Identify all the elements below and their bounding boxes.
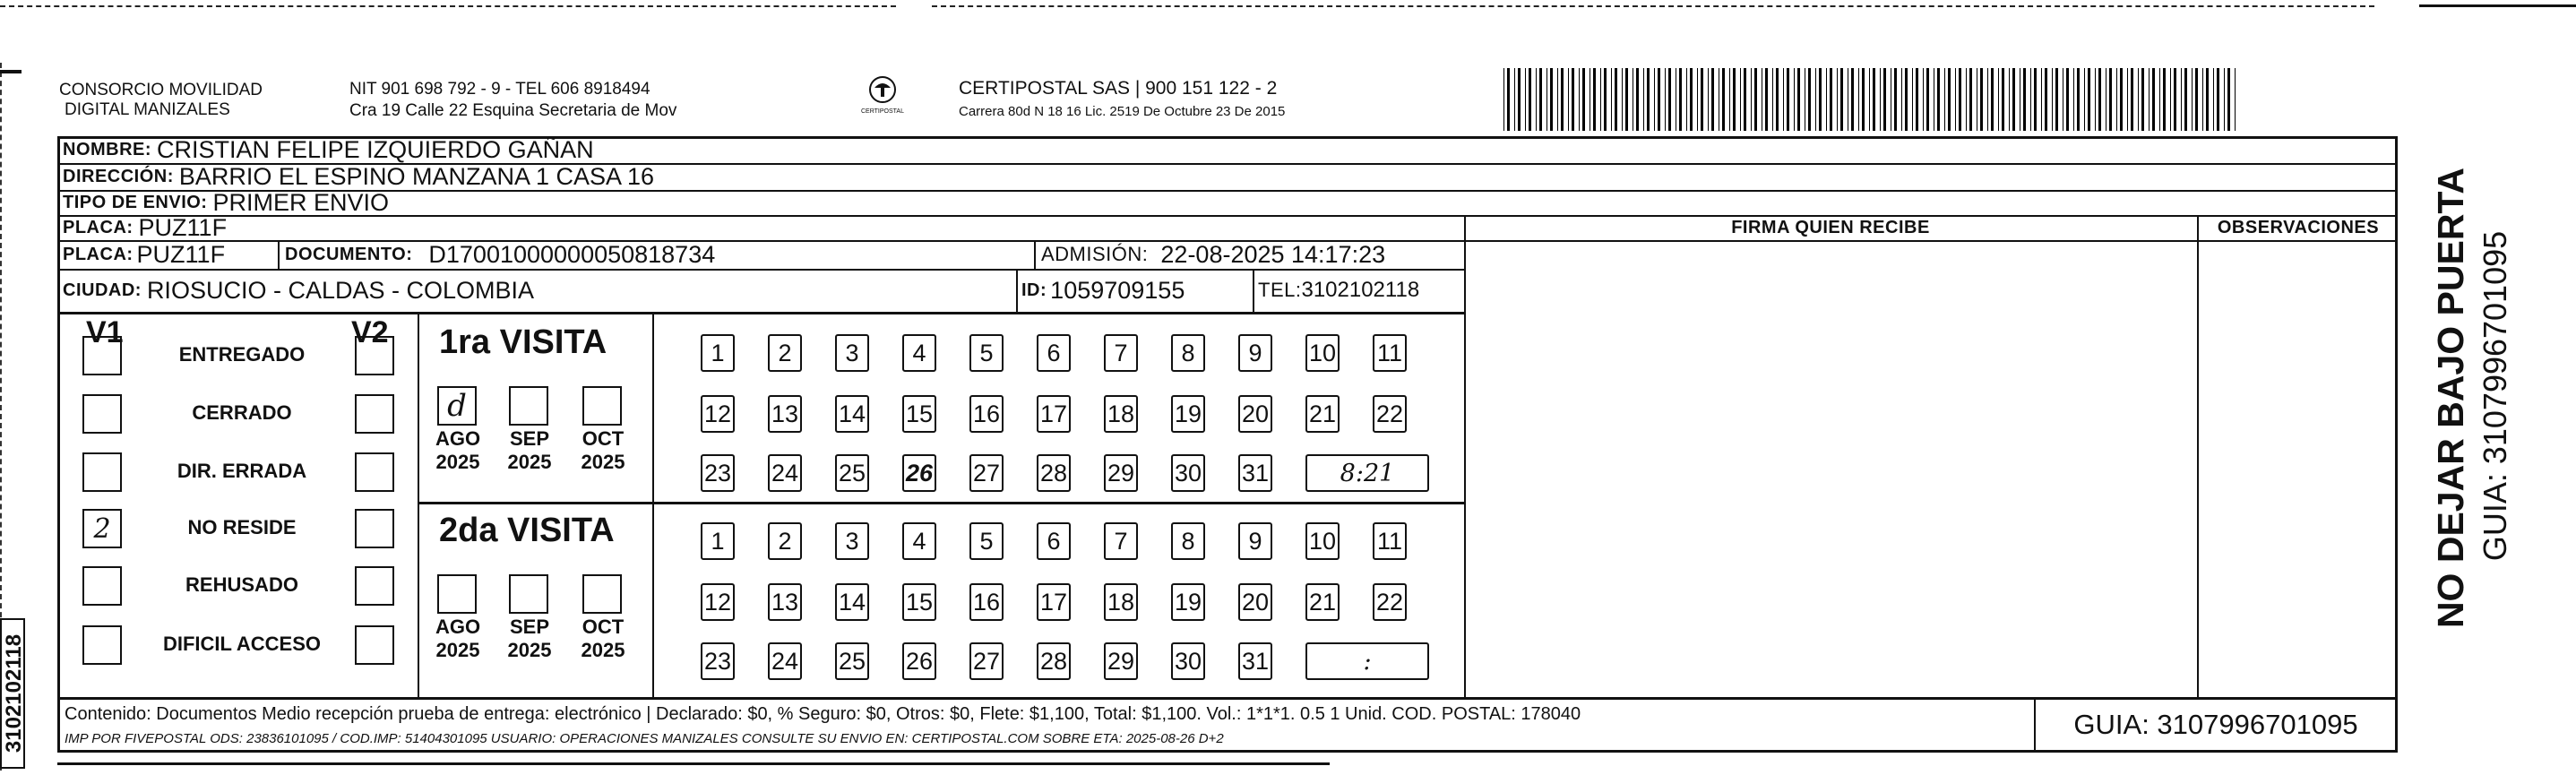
day-box[interactable]: 17	[1037, 395, 1071, 433]
cut-line-dash	[0, 5, 896, 7]
day-box[interactable]: 26	[902, 642, 936, 680]
col-divider	[278, 240, 280, 269]
placa-row	[63, 215, 1460, 240]
status-option-label: DIR. ERRADA	[177, 460, 307, 482]
guia-box: GUIA: 3107996701095	[2073, 709, 2358, 740]
day-box[interactable]: 27	[969, 454, 1004, 492]
placa-value: PUZ11F	[136, 240, 226, 268]
v1-checkbox[interactable]	[82, 394, 122, 434]
v1-label: V1	[86, 315, 124, 349]
placa-label: PLACA:	[63, 217, 134, 237]
day-box[interactable]: 5	[969, 334, 1004, 372]
no-dejar-bajo-puerta: NO DEJAR BAJO PUERTA	[2430, 167, 2471, 629]
admision-label: ADMISIÓN:	[1041, 243, 1149, 265]
v1-check-mark: 2	[93, 512, 111, 545]
v2-checkbox[interactable]	[355, 452, 394, 492]
nombre-row	[63, 136, 2303, 163]
v2-checkbox[interactable]	[355, 509, 394, 548]
day-box[interactable]: 10	[1305, 522, 1340, 560]
tipo-row	[63, 190, 1407, 215]
day-box[interactable]: 13	[768, 395, 802, 433]
day-box[interactable]: 21	[1305, 395, 1340, 433]
month-checkbox[interactable]	[582, 386, 622, 426]
firma-header-label: FIRMA QUIEN RECIBE	[1731, 217, 1930, 237]
visit-title: 1ra VISITA	[439, 323, 607, 361]
ciudad-label: CIUDAD:	[63, 280, 142, 300]
right-vertical-block	[2419, 154, 2513, 656]
bottom-cut-line	[57, 762, 1330, 765]
day-box[interactable]: 27	[969, 642, 1004, 680]
col-divider	[1034, 240, 1036, 269]
tel-cell	[1258, 269, 1462, 312]
ciudad-value: RIOSUCIO - CALDAS - COLOMBIA	[146, 276, 535, 304]
documento-cell	[285, 240, 1029, 269]
documento-value: D17001000000050818734	[428, 240, 716, 268]
company-info	[349, 79, 676, 122]
day-box[interactable]: 6	[1037, 334, 1071, 372]
day-box[interactable]: 21	[1305, 583, 1340, 621]
company-line-2: DIGITAL MANIZALES	[65, 100, 230, 119]
status-option-label: ENTREGADO	[178, 343, 306, 366]
month-label: SEP	[509, 427, 550, 450]
id-cell	[1021, 269, 1249, 312]
day-box[interactable]: 23	[701, 642, 735, 680]
visit-time-box[interactable]: 8:21	[1305, 454, 1429, 492]
id-label: ID:	[1021, 280, 1047, 300]
observations-area[interactable]	[2201, 242, 2396, 695]
placa-cell	[63, 240, 274, 269]
tel-label: TEL:	[1258, 279, 1302, 301]
month-label: AGO	[435, 616, 481, 638]
day-box[interactable]: 14	[835, 583, 869, 621]
month-year-label: 2025	[581, 639, 625, 661]
day-box[interactable]: 3	[835, 334, 869, 372]
month-checkbox[interactable]	[582, 574, 622, 614]
day-box[interactable]: 10	[1305, 334, 1340, 372]
cut-line-solid	[2419, 4, 2576, 7]
v2-checkbox[interactable]	[355, 625, 394, 665]
barcode	[1503, 68, 2245, 131]
day-box[interactable]: 16	[969, 583, 1004, 621]
day-box[interactable]: 1	[701, 334, 735, 372]
day-box[interactable]: 2	[768, 334, 802, 372]
left-vertical-phone: 3102102118	[0, 618, 25, 769]
day-box[interactable]: 31	[1238, 642, 1272, 680]
firma-header	[1464, 215, 2197, 240]
day-box[interactable]: 9	[1238, 522, 1272, 560]
day-box[interactable]: 4	[902, 334, 936, 372]
observaciones-header	[2199, 215, 2398, 240]
month-year-label: 2025	[435, 451, 480, 473]
day-box[interactable]: 7	[1104, 522, 1138, 560]
col-divider	[2197, 215, 2199, 697]
nombre-label: NOMBRE:	[63, 139, 152, 159]
day-box[interactable]: 23	[701, 454, 735, 492]
day-box[interactable]: 4	[902, 522, 936, 560]
id-value: 1059709155	[1050, 276, 1185, 304]
col-divider	[1016, 269, 1018, 312]
month-label: AGO	[435, 427, 481, 450]
placa-label: PLACA:	[63, 244, 134, 264]
observaciones-header-label: OBSERVACIONES	[2217, 217, 2380, 237]
day-box[interactable]: 15	[902, 395, 936, 433]
company-name	[59, 81, 263, 120]
direccion-value: BARRIO EL ESPINO MANZANA 1 CASA 16	[178, 163, 655, 190]
month-checkbox[interactable]	[509, 574, 548, 614]
month-checkbox[interactable]	[437, 386, 477, 426]
signature-area[interactable]	[1466, 242, 2195, 695]
day-box[interactable]: 13	[768, 583, 802, 621]
address-line: Cra 19 Calle 22 Esquina Secretaria de Mov	[349, 101, 677, 120]
month-label: OCT	[582, 616, 625, 638]
day-box[interactable]: 26	[902, 454, 936, 492]
day-box[interactable]: 25	[835, 454, 869, 492]
day-box[interactable]: 28	[1037, 454, 1071, 492]
v2-checkbox[interactable]	[355, 566, 394, 606]
documento-label: DOCUMENTO:	[285, 244, 413, 264]
v2-label: V2	[351, 315, 389, 349]
v2-checkbox[interactable]	[355, 336, 394, 375]
month-year-label: 2025	[507, 451, 552, 473]
day-box[interactable]: 29	[1104, 642, 1138, 680]
col-divider	[418, 314, 419, 697]
day-box[interactable]: 8	[1171, 334, 1205, 372]
visit-time-box[interactable]: :	[1305, 642, 1429, 680]
day-box[interactable]: 18	[1104, 583, 1138, 621]
day-box[interactable]: 30	[1171, 642, 1205, 680]
v1-checkbox[interactable]	[82, 509, 122, 548]
day-box[interactable]: 8	[1171, 522, 1205, 560]
month-label: OCT	[582, 427, 625, 450]
month-checkbox[interactable]	[437, 574, 477, 614]
day-box[interactable]: 20	[1238, 395, 1272, 433]
month-year-label: 2025	[435, 639, 480, 661]
carrier-line-2: Carrera 80d N 18 16 Lic. 2519 De Octubre 23 De 2015	[959, 104, 1286, 119]
day-box[interactable]: 15	[902, 583, 936, 621]
month-year-label: 2025	[507, 639, 552, 661]
day-box[interactable]: 11	[1373, 334, 1407, 372]
day-box[interactable]: 9	[1238, 334, 1272, 372]
day-box[interactable]: 5	[969, 522, 1004, 560]
day-box[interactable]: 29	[1104, 454, 1138, 492]
day-box[interactable]: 24	[768, 642, 802, 680]
col-divider	[652, 314, 654, 697]
month-label: SEP	[509, 616, 550, 638]
admision-cell	[1041, 240, 1462, 269]
nit-line: NIT 901 698 792 - 9 - TEL 606 8918494	[349, 80, 650, 99]
cut-line-dash	[932, 5, 2374, 7]
barcode-icon	[1503, 68, 2245, 131]
day-box[interactable]: 20	[1238, 583, 1272, 621]
day-box[interactable]: 19	[1171, 583, 1205, 621]
day-box[interactable]: 19	[1171, 395, 1205, 433]
direccion-row	[63, 163, 2303, 190]
v1-checkbox[interactable]	[82, 625, 122, 665]
placa-value: PUZ11F	[138, 215, 228, 240]
logo-text: CERTIPOSTAL	[861, 108, 904, 115]
contenido-line: Contenido: Documentos Medio recepción prueba de entrega: electrónico | Declarado: $0, % Seguro: $0, Otros: $0, Flete: $1,100, Total: $1,100. Vol.: 1*1*1. 0.5 1 Unid. COD. POSTAL: 178040	[65, 704, 1581, 724]
month-checkbox[interactable]	[509, 386, 548, 426]
carrier-line-1: CERTIPOSTAL SAS | 900 151 122 - 2	[959, 78, 1278, 99]
day-box[interactable]: 3	[835, 522, 869, 560]
visit-title: 2da VISITA	[439, 512, 615, 549]
day-box[interactable]: 31	[1238, 454, 1272, 492]
tipo-value: PRIMER ENVIO	[212, 190, 389, 215]
v1-checkbox[interactable]	[82, 336, 122, 375]
status-option-label: DIFICIL ACCESO	[162, 633, 321, 655]
visit-divider	[418, 502, 1464, 504]
tel-value: 3102102118	[1301, 278, 1420, 302]
status-option-label: NO RESIDE	[187, 516, 297, 538]
day-box[interactable]: 11	[1373, 522, 1407, 560]
certipostal-logo	[851, 73, 914, 115]
day-box[interactable]: 12	[701, 395, 735, 433]
status-option-label: REHUSADO	[185, 573, 298, 596]
month-year-label: 2025	[581, 451, 625, 473]
left-tick	[0, 70, 22, 73]
imp-line: IMP POR FIVEPOSTAL ODS: 23836101095 / COD.IMP: 51404301095 USUARIO: OPERACIONES MANIZALES CONSULTE SU ENVIO EN: CERTIPOSTAL.COM SOBRE ETA: 2025-08-26 D+2	[65, 731, 1224, 746]
col-divider	[1253, 269, 1254, 312]
day-box[interactable]: 14	[835, 395, 869, 433]
day-box[interactable]: 22	[1373, 395, 1407, 433]
v2-checkbox[interactable]	[355, 394, 394, 434]
day-box[interactable]: 1	[701, 522, 735, 560]
day-box[interactable]: 30	[1171, 454, 1205, 492]
day-box[interactable]: 16	[969, 395, 1004, 433]
status-option-label: CERRADO	[192, 401, 292, 424]
day-box[interactable]: 18	[1104, 395, 1138, 433]
v1-checkbox[interactable]	[82, 566, 122, 606]
day-box[interactable]: 22	[1373, 583, 1407, 621]
day-box[interactable]: 2	[768, 522, 802, 560]
day-box[interactable]: 28	[1037, 642, 1071, 680]
day-box[interactable]: 6	[1037, 522, 1071, 560]
day-box[interactable]: 7	[1104, 334, 1138, 372]
day-box[interactable]: 17	[1037, 583, 1071, 621]
tipo-label: TIPO DE ENVIO:	[63, 192, 208, 212]
row-divider	[57, 312, 1464, 314]
ciudad-cell	[63, 269, 1012, 312]
nombre-value: CRISTIAN FELIPE IZQUIERDO GAÑAN	[157, 136, 594, 163]
right-guia-number: GUIA: 3107996701095	[2477, 230, 2513, 562]
admision-value: 22-08-2025 14:17:23	[1160, 240, 1386, 268]
month-check-mark: d	[447, 388, 467, 424]
day-box[interactable]: 24	[768, 454, 802, 492]
day-box[interactable]: 25	[835, 642, 869, 680]
day-box[interactable]: 12	[701, 583, 735, 621]
v1-checkbox[interactable]	[82, 452, 122, 492]
company-line-1: CONSORCIO MOVILIDAD	[59, 81, 263, 99]
carrier-info	[959, 77, 1285, 124]
direccion-label: DIRECCIÓN:	[63, 166, 174, 186]
certipostal-logo-icon	[866, 73, 899, 106]
